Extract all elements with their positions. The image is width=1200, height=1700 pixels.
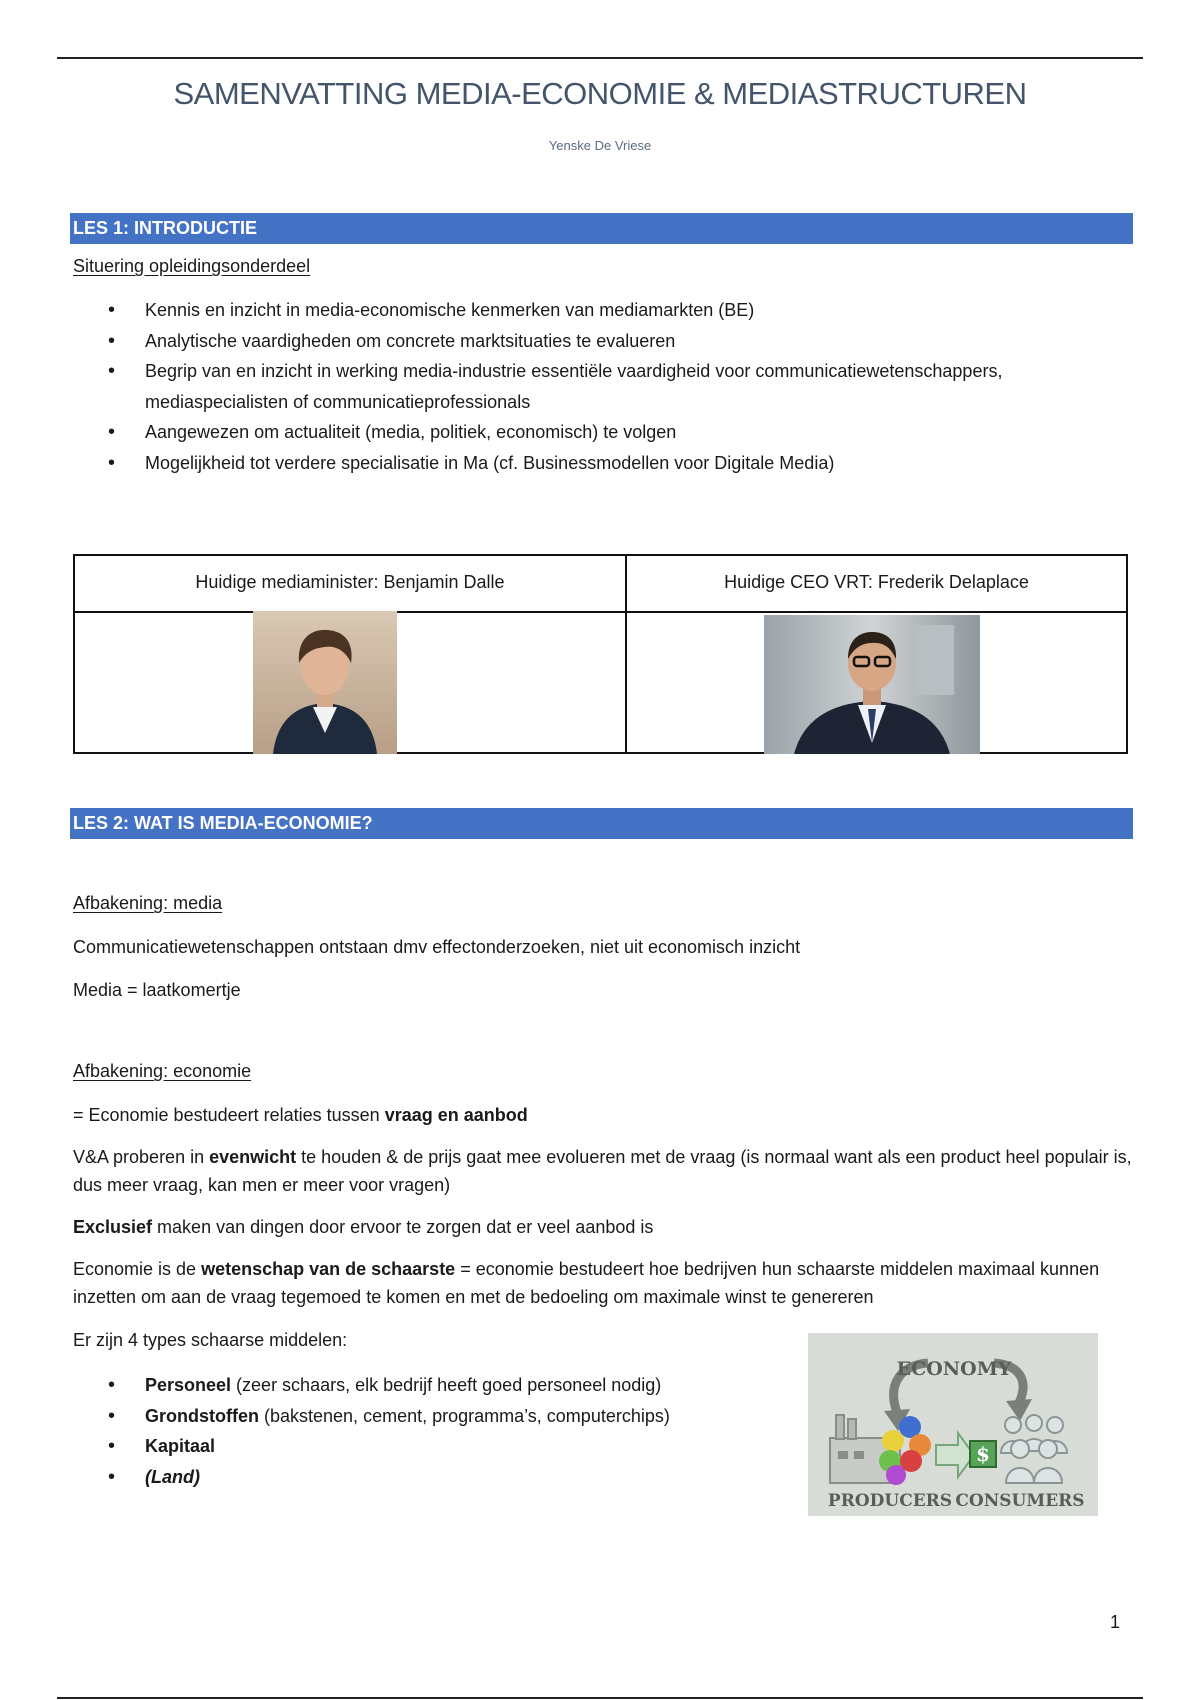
subheading-media: Afbakening: media xyxy=(73,893,223,913)
list-item: • Begrip van en inzicht in werking media-industrie essentiële vaardigheid voor communicatiewetenschappers, mediaspecialisten of communicatieprofessionals xyxy=(73,356,1113,417)
list-item: • Kennis en inzicht in media-economische kenmerken van mediamarkten (BE) xyxy=(73,295,1113,326)
economie-paragraph-1: = Economie bestudeert relaties tussen vraag en aanbod xyxy=(73,1105,528,1125)
ceo-photo xyxy=(764,615,980,754)
media-paragraph-2: Media = laatkomertje xyxy=(73,980,241,1000)
page-number: 1 xyxy=(1110,1612,1121,1632)
subheading-situering: Situering opleidingsonderdeel xyxy=(73,256,311,276)
list-item: • Analytische vaardigheden om concrete marktsituaties te evalueren xyxy=(73,326,1113,357)
list-item: • Aangewezen om actualiteit (media, politiek, economisch) te volgen xyxy=(73,417,1113,448)
flow-arrow xyxy=(936,1433,974,1477)
resources-bullet-list xyxy=(73,1370,773,1492)
list-item: • Grondstoffen (bakstenen, cement, programma’s, computerchips) xyxy=(73,1401,773,1432)
people-table xyxy=(73,554,1128,754)
list-item: • (Land) xyxy=(73,1462,773,1493)
money-symbol: $ xyxy=(976,1442,990,1466)
economie-paragraph-5: Er zijn 4 types schaarse middelen: xyxy=(73,1330,348,1350)
top-rule xyxy=(57,57,1143,59)
section-banner-les2: LES 2: WAT IS MEDIA-ECONOMIE? xyxy=(70,808,1133,839)
list-item: • Mogelijkheid tot verdere specialisatie in Ma (cf. Businessmodellen voor Digitale Media) xyxy=(73,448,1113,479)
consumers-label: CONSUMERS xyxy=(955,1491,1085,1511)
list-item: • Kapitaal xyxy=(73,1431,773,1462)
list-item: • Personeel (zeer schaars, elk bedrijf heeft goed personeel nodig) xyxy=(73,1370,773,1401)
document-title: SAMENVATTING MEDIA-ECONOMIE & MEDIASTRUCTUREN xyxy=(173,76,1027,111)
table-header-minister: Huidige mediaminister: Benjamin Dalle xyxy=(195,572,505,592)
document-author: Yenske De Vriese xyxy=(548,138,652,153)
bottom-rule xyxy=(57,1697,1143,1699)
resources-balls-icon xyxy=(879,1416,931,1485)
economy-illustration xyxy=(808,1333,1098,1516)
economie-paragraph-3: Exclusief maken van dingen door ervoor te zorgen dat er veel aanbod is xyxy=(73,1217,654,1237)
subheading-economie: Afbakening: economie xyxy=(73,1061,252,1081)
producers-label: PRODUCERS xyxy=(827,1491,953,1511)
consumers-people-icon xyxy=(1001,1415,1067,1483)
economie-paragraph-2: V&A proberen in evenwicht te houden & de prijs gaat mee evolueren met de vraag (is normaal want als een product heel populair is, dus meer vraag, kan men er meer voor vragen) xyxy=(73,1147,1132,1195)
table-header-ceo: Huidige CEO VRT: Frederik Delaplace xyxy=(724,572,1029,592)
economie-paragraph-4: Economie is de wetenschap van de schaarste = economie bestudeert hoe bedrijven hun schaarste middelen maximaal kunnen inzetten om aan de vraag tegemoed te komen en met de bedoeling om maximale winst te genereren xyxy=(73,1259,1100,1307)
minister-photo xyxy=(253,611,397,754)
media-paragraph-1: Communicatiewetenschappen ontstaan dmv effectonderzoeken, niet uit economisch inzicht xyxy=(73,937,801,957)
intro-bullet-list xyxy=(73,295,1113,478)
section-banner-les1: LES 1: INTRODUCTIE xyxy=(70,213,1133,244)
economy-label: ECONOMY xyxy=(896,1358,1012,1380)
